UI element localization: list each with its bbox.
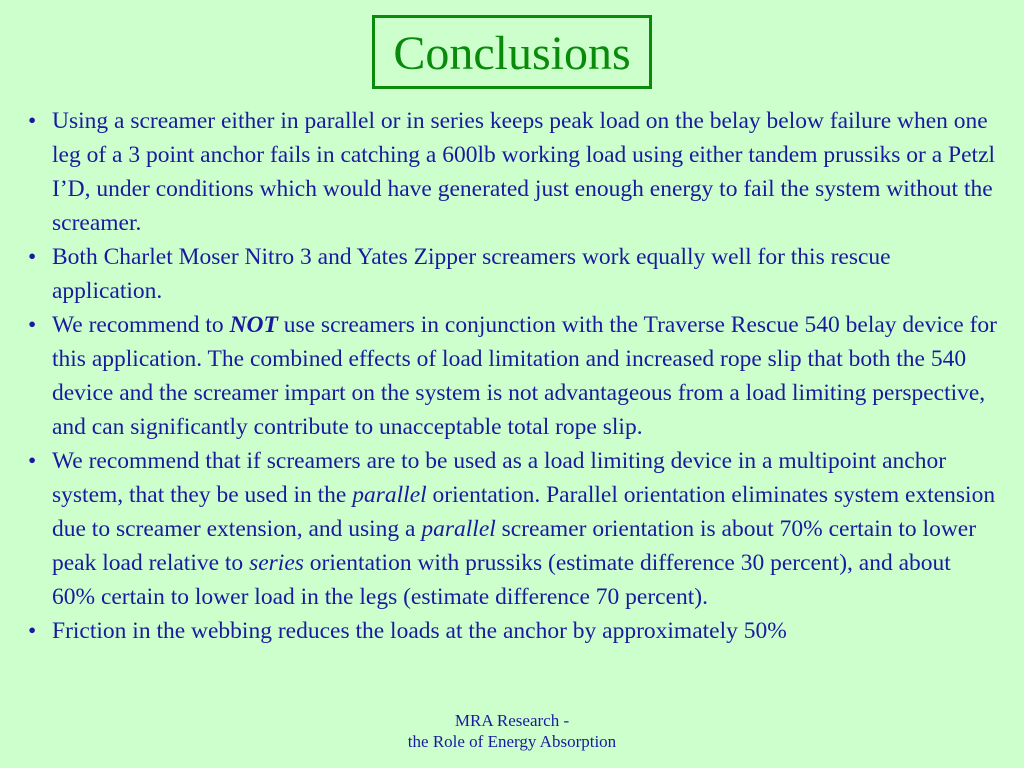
footer-line: MRA Research - xyxy=(454,711,570,730)
bullet-text-part: We recommend to xyxy=(52,312,230,338)
bullet-emphasis: parallel xyxy=(421,516,496,542)
bullet-dot: • xyxy=(28,618,37,644)
bullet-text: Friction in the webbing reduces the loads at the anchor by approximately 50% xyxy=(52,618,787,644)
bullet-emphasis: series xyxy=(249,550,304,576)
bullet-text-part: orientation with prussiks (estimate difference 30 percent), and about 60% certain to lower load in the legs (estimate difference 70 percent). xyxy=(52,550,951,610)
slide-title: Conclusions xyxy=(393,27,631,80)
bullet-text: Using a screamer either in parallel or in series keeps peak load on the belay below failure when one leg of a 3 point anchor fails in catching a 600lb working load using either tandem prussiks or a Petzl I’D, under conditions which would have generated just enough energy to fail the system without the screamer. xyxy=(52,108,996,236)
bullet-dot: • xyxy=(28,312,37,338)
slide-footer xyxy=(362,710,662,752)
bullet-text-part: screamer orientation is about 70% certain to lower peak load relative to xyxy=(52,516,977,576)
bullet-dot: • xyxy=(28,108,37,134)
bullet-item xyxy=(24,104,999,240)
bullet-item xyxy=(24,444,999,614)
bullet-text: Both Charlet Moser Nitro 3 and Yates Zipper screamers work equally well for this rescue application. xyxy=(52,244,891,304)
title-box xyxy=(372,15,652,89)
bullet-item xyxy=(24,308,999,444)
bullet-dot: • xyxy=(28,448,37,474)
bullet-emphasis: NOT xyxy=(229,312,278,338)
bullet-item xyxy=(24,240,999,308)
bullet-emphasis: parallel xyxy=(352,482,427,508)
footer-line: the Role of Energy Absorption xyxy=(407,732,617,751)
bullet-text-part: use screamers in conjunction with the Traverse Rescue 540 belay device for this application. The combined effects of load limitation and increased rope slip that both the 540 device and the screamer impart on the system is not advantageous from a load limiting perspective, and can significantly contribute to unacceptable total rope slip. xyxy=(52,312,998,440)
bullet-list xyxy=(24,104,999,648)
bullet-item xyxy=(24,614,999,648)
bullet-text-part: orientation. Parallel orientation eliminates system extension due to screamer extension, and using a xyxy=(52,482,996,542)
bullet-text-part: We recommend that if screamers are to be used as a load limiting device in a multipoint anchor system, that they be used in the xyxy=(52,448,947,508)
bullet-dot: • xyxy=(28,244,37,270)
